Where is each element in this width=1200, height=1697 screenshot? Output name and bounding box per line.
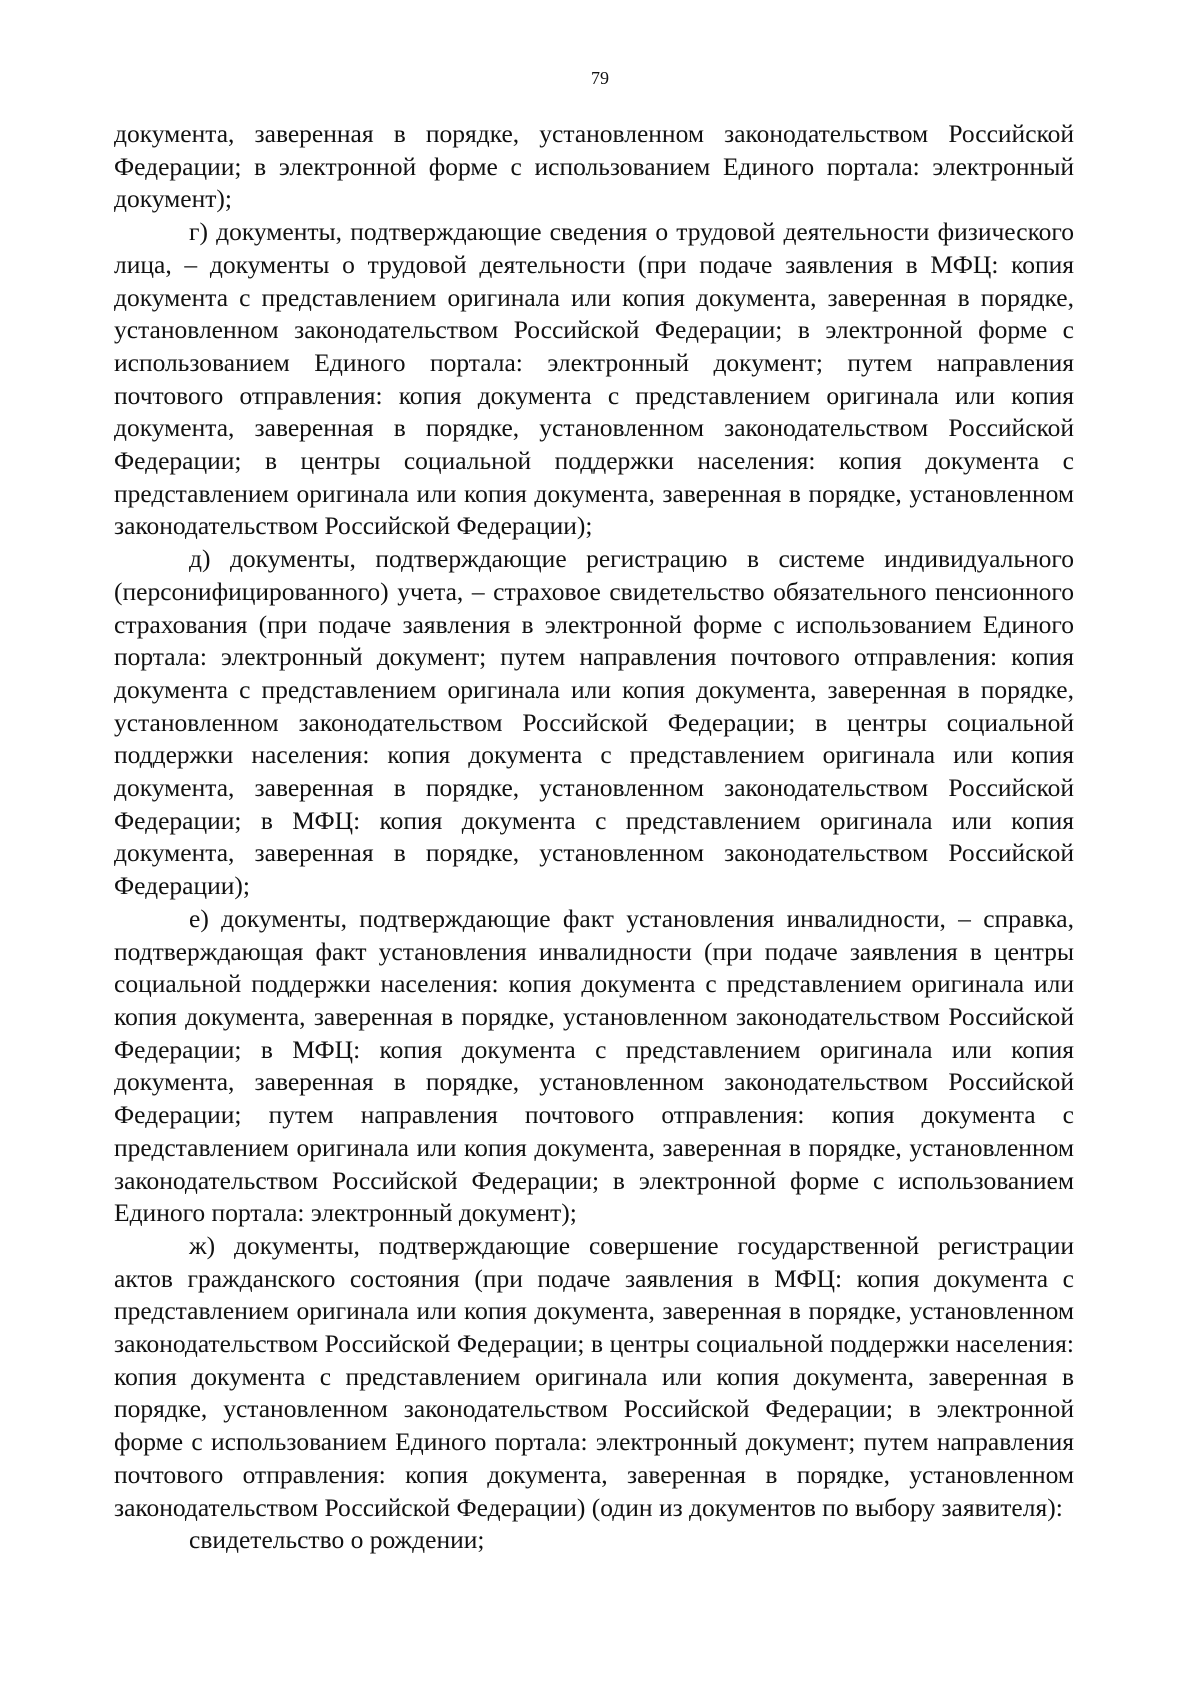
paragraph-item-zh: ж) документы, подтверждающие совершение государственной регистрации актов гражданского состояния (при подаче заявления в МФЦ: копия документа с представлением оригинала или копия документа, заверенная в порядке, установленном законодательством Российской Федерации; в центры социальной поддержки населения: копия документа с представлением оригинала или копия документа, заверенная в порядке, установленном законодательством Российской Федерации; в электронной форме с использованием Единого портала: электронный документ; путем направления почтового отправления: копия документа, заверенная в порядке, установленном законодательством Российской Федерации) (один из документов по выбору заявителя): xyxy=(114,1230,1074,1522)
paragraph-item-g: г) документы, подтверждающие сведения о трудовой деятельности физического лица, – документы о трудовой деятельности (при подаче заявления в МФЦ: копия документа с представлением оригинала или копия документа, заверенная в порядке, установленном законодательством Российской Федерации; в электронной форме с использованием Единого портала: электронный документ; путем направления почтового отправления: копия документа с представлением оригинала или копия документа, заверенная в порядке, установленном законодательством Российской Федерации; в центры социальной поддержки населения: копия документа с представлением оригинала или копия документа, заверенная в порядке, установленном законодательством Российской Федерации); xyxy=(114,217,1074,541)
page-number: 79 xyxy=(591,68,609,88)
paragraph-birth-certificate: свидетельство о рождении; xyxy=(189,1525,485,1555)
document-body xyxy=(114,118,1074,1557)
paragraph-item-d: д) документы, подтверждающие регистрацию в системе индивидуального (персонифицированного) учета, – страховое свидетельство обязательного пенсионного страхования (при подаче заявления в электронной форме с использованием Единого портала: электронный документ; путем направления почтового отправления: копия документа с представлением оригинала или копия документа, заверенная в порядке, установленном законодательством Российской Федерации; в центры социальной поддержки населения: копия документа с представлением оригинала или копия документа, заверенная в порядке, установленном законодательством Российской Федерации; в МФЦ: копия документа с представлением оригинала или копия документа, заверенная в порядке, установленном законодательством Российской Федерации); xyxy=(114,544,1074,901)
paragraph-continuation: документа, заверенная в порядке, установленном законодательством Российской Федерации; в электронной форме с использованием Единого портала: электронный документ); xyxy=(114,119,1074,214)
paragraph-item-e: е) документы, подтверждающие факт установления инвалидности, – справка, подтверждающая факт установления инвалидности (при подаче заявления в центры социальной поддержки населения: копия документа с представлением оригинала или копия документа, заверенная в порядке, установленном законодательством Российской Федерации; в МФЦ: копия документа с представлением оригинала или копия документа, заверенная в порядке, установленном законодательством Российской Федерации; путем направления почтового отправления: копия документа с представлением оригинала или копия документа, заверенная в порядке, установленном законодательством Российской Федерации; в электронной форме с использованием Единого портала: электронный документ); xyxy=(114,903,1074,1228)
